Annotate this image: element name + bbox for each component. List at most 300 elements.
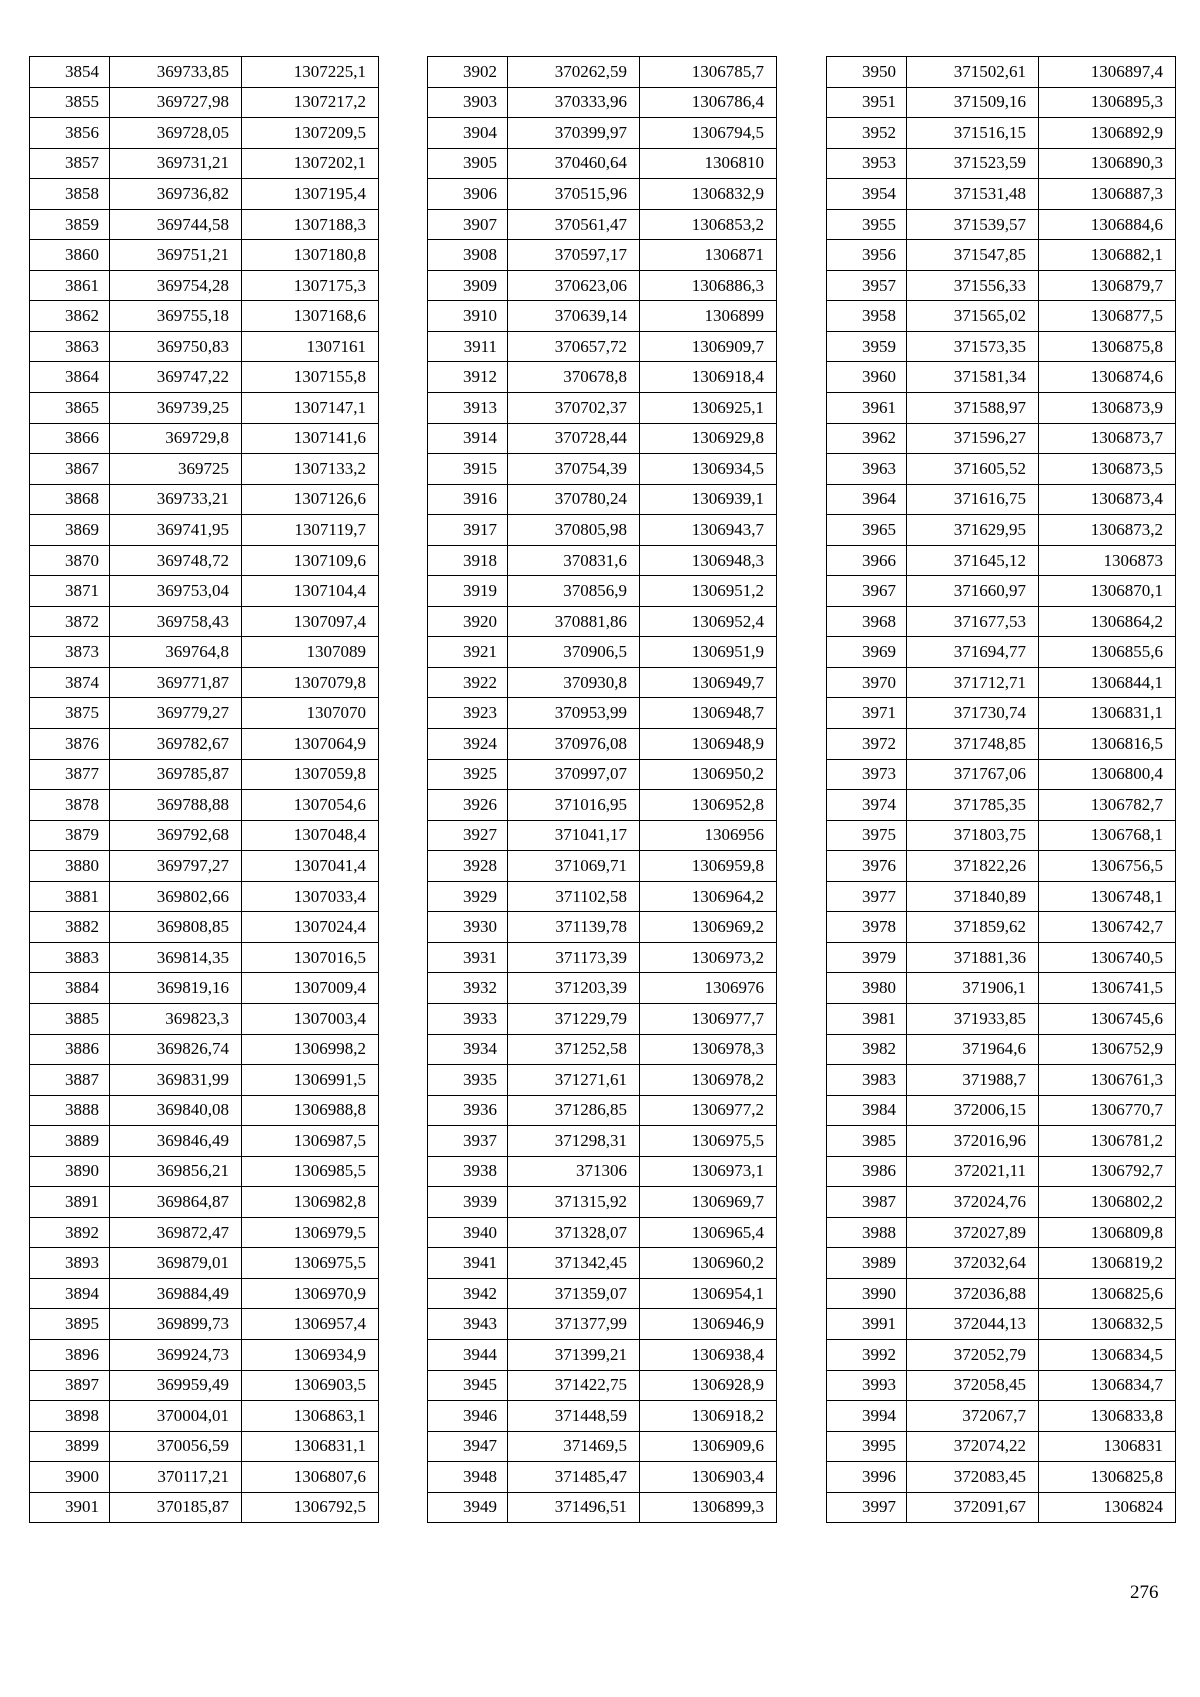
y-coordinate-cell: 1307180,8 — [242, 240, 379, 271]
x-coordinate-cell: 371748,85 — [907, 729, 1039, 760]
y-coordinate-cell: 1306873,2 — [1039, 515, 1176, 546]
x-coordinate-cell: 369924,73 — [110, 1339, 242, 1370]
table-row — [428, 148, 777, 179]
x-coordinate-cell: 369739,25 — [110, 393, 242, 424]
x-coordinate-cell: 369797,27 — [110, 851, 242, 882]
table-row — [428, 179, 777, 210]
x-coordinate-cell: 371139,78 — [508, 912, 640, 943]
x-coordinate-cell: 369750,83 — [110, 331, 242, 362]
table-row — [428, 790, 777, 821]
y-coordinate-cell: 1306951,9 — [640, 637, 777, 668]
y-coordinate-cell: 1307195,4 — [242, 179, 379, 210]
table-row — [30, 759, 379, 790]
x-coordinate-cell: 369831,99 — [110, 1065, 242, 1096]
table-row — [827, 881, 1176, 912]
y-coordinate-cell: 1306969,2 — [640, 912, 777, 943]
x-coordinate-cell: 370953,99 — [508, 698, 640, 729]
point-number-cell: 3868 — [30, 484, 110, 515]
table-row — [30, 1187, 379, 1218]
x-coordinate-cell: 370515,96 — [508, 179, 640, 210]
table-row — [30, 423, 379, 454]
y-coordinate-cell: 1306948,7 — [640, 698, 777, 729]
table-row — [428, 1034, 777, 1065]
coordinate-table-3 — [826, 56, 1176, 1523]
point-number-cell: 3949 — [428, 1492, 508, 1523]
table-row — [827, 515, 1176, 546]
point-number-cell: 3936 — [428, 1095, 508, 1126]
point-number-cell: 3859 — [30, 209, 110, 240]
point-number-cell: 3972 — [827, 729, 907, 760]
y-coordinate-cell: 1306831 — [1039, 1431, 1176, 1462]
point-number-cell: 3854 — [30, 57, 110, 88]
table-row — [30, 1156, 379, 1187]
y-coordinate-cell: 1306825,6 — [1039, 1278, 1176, 1309]
table-row — [827, 729, 1176, 760]
x-coordinate-cell: 369744,58 — [110, 209, 242, 240]
table-row — [428, 881, 777, 912]
point-number-cell: 3863 — [30, 331, 110, 362]
table-row — [428, 973, 777, 1004]
table-row — [30, 1492, 379, 1523]
x-coordinate-cell: 371629,95 — [907, 515, 1039, 546]
table-row — [428, 118, 777, 149]
point-number-cell: 3950 — [827, 57, 907, 88]
point-number-cell: 3959 — [827, 331, 907, 362]
point-number-cell: 3988 — [827, 1217, 907, 1248]
table-row — [827, 87, 1176, 118]
y-coordinate-cell: 1307009,4 — [242, 973, 379, 1004]
y-coordinate-cell: 1306844,1 — [1039, 667, 1176, 698]
point-number-cell: 3913 — [428, 393, 508, 424]
x-coordinate-cell: 371785,35 — [907, 790, 1039, 821]
point-number-cell: 3906 — [428, 179, 508, 210]
point-number-cell: 3885 — [30, 1003, 110, 1034]
table-row — [827, 1217, 1176, 1248]
table-row — [827, 209, 1176, 240]
table-row — [827, 576, 1176, 607]
table-row — [428, 1126, 777, 1157]
point-number-cell: 3969 — [827, 637, 907, 668]
x-coordinate-cell: 372052,79 — [907, 1339, 1039, 1370]
x-coordinate-cell: 372091,67 — [907, 1492, 1039, 1523]
point-number-cell: 3967 — [827, 576, 907, 607]
y-coordinate-cell: 1306952,4 — [640, 606, 777, 637]
x-coordinate-cell: 371399,21 — [508, 1339, 640, 1370]
y-coordinate-cell: 1306834,5 — [1039, 1339, 1176, 1370]
table-row — [827, 1065, 1176, 1096]
x-coordinate-cell: 370657,72 — [508, 331, 640, 362]
point-number-cell: 3894 — [30, 1278, 110, 1309]
y-coordinate-cell: 1306832,5 — [1039, 1309, 1176, 1340]
point-number-cell: 3871 — [30, 576, 110, 607]
y-coordinate-cell: 1307161 — [242, 331, 379, 362]
y-coordinate-cell: 1306903,5 — [242, 1370, 379, 1401]
y-coordinate-cell: 1306873,4 — [1039, 484, 1176, 515]
y-coordinate-cell: 1306792,5 — [242, 1492, 379, 1523]
point-number-cell: 3956 — [827, 240, 907, 271]
y-coordinate-cell: 1307070 — [242, 698, 379, 729]
table-row — [30, 148, 379, 179]
x-coordinate-cell: 372032,64 — [907, 1248, 1039, 1279]
x-coordinate-cell: 369792,68 — [110, 820, 242, 851]
x-coordinate-cell: 371660,97 — [907, 576, 1039, 607]
table-row — [30, 1065, 379, 1096]
x-coordinate-cell: 371271,61 — [508, 1065, 640, 1096]
table-row — [428, 301, 777, 332]
point-number-cell: 3893 — [30, 1248, 110, 1279]
point-number-cell: 3925 — [428, 759, 508, 790]
x-coordinate-cell: 370262,59 — [508, 57, 640, 88]
point-number-cell: 3875 — [30, 698, 110, 729]
table-row — [30, 393, 379, 424]
y-coordinate-cell: 1306892,9 — [1039, 118, 1176, 149]
x-coordinate-cell: 371596,27 — [907, 423, 1039, 454]
table-row — [827, 545, 1176, 576]
point-number-cell: 3923 — [428, 698, 508, 729]
y-coordinate-cell: 1306761,3 — [1039, 1065, 1176, 1096]
y-coordinate-cell: 1306939,1 — [640, 484, 777, 515]
y-coordinate-cell: 1306781,2 — [1039, 1126, 1176, 1157]
x-coordinate-cell: 371173,39 — [508, 942, 640, 973]
x-coordinate-cell: 369864,87 — [110, 1187, 242, 1218]
y-coordinate-cell: 1307209,5 — [242, 118, 379, 149]
x-coordinate-cell: 369814,35 — [110, 942, 242, 973]
point-number-cell: 3997 — [827, 1492, 907, 1523]
point-number-cell: 3968 — [827, 606, 907, 637]
y-coordinate-cell: 1306952,8 — [640, 790, 777, 821]
table-row — [428, 942, 777, 973]
x-coordinate-cell: 371485,47 — [508, 1462, 640, 1493]
point-number-cell: 3955 — [827, 209, 907, 240]
x-coordinate-cell: 371469,5 — [508, 1431, 640, 1462]
point-number-cell: 3858 — [30, 179, 110, 210]
y-coordinate-cell: 1306975,5 — [640, 1126, 777, 1157]
x-coordinate-cell: 371516,15 — [907, 118, 1039, 149]
y-coordinate-cell: 1306816,5 — [1039, 729, 1176, 760]
table-row — [30, 667, 379, 698]
table-row — [428, 240, 777, 271]
table-row — [30, 545, 379, 576]
x-coordinate-cell: 369856,21 — [110, 1156, 242, 1187]
table-row — [30, 1339, 379, 1370]
y-coordinate-cell: 1306978,3 — [640, 1034, 777, 1065]
point-number-cell: 3934 — [428, 1034, 508, 1065]
y-coordinate-cell: 1306853,2 — [640, 209, 777, 240]
y-coordinate-cell: 1306873,7 — [1039, 423, 1176, 454]
y-coordinate-cell: 1306770,7 — [1039, 1095, 1176, 1126]
y-coordinate-cell: 1306970,9 — [242, 1278, 379, 1309]
x-coordinate-cell: 369755,18 — [110, 301, 242, 332]
point-number-cell: 3983 — [827, 1065, 907, 1096]
point-number-cell: 3890 — [30, 1156, 110, 1187]
y-coordinate-cell: 1306882,1 — [1039, 240, 1176, 271]
point-number-cell: 3912 — [428, 362, 508, 393]
x-coordinate-cell: 372074,22 — [907, 1431, 1039, 1462]
y-coordinate-cell: 1307155,8 — [242, 362, 379, 393]
x-coordinate-cell: 371645,12 — [907, 545, 1039, 576]
point-number-cell: 3992 — [827, 1339, 907, 1370]
y-coordinate-cell: 1307202,1 — [242, 148, 379, 179]
point-number-cell: 3995 — [827, 1431, 907, 1462]
x-coordinate-cell: 370976,08 — [508, 729, 640, 760]
point-number-cell: 3978 — [827, 912, 907, 943]
y-coordinate-cell: 1307079,8 — [242, 667, 379, 698]
point-number-cell: 3886 — [30, 1034, 110, 1065]
y-coordinate-cell: 1306834,7 — [1039, 1370, 1176, 1401]
y-coordinate-cell: 1306879,7 — [1039, 270, 1176, 301]
table-row — [30, 484, 379, 515]
x-coordinate-cell: 371677,53 — [907, 606, 1039, 637]
table-row — [30, 1034, 379, 1065]
point-number-cell: 3891 — [30, 1187, 110, 1218]
table-row — [30, 1278, 379, 1309]
point-number-cell: 3924 — [428, 729, 508, 760]
x-coordinate-cell: 372044,13 — [907, 1309, 1039, 1340]
x-coordinate-cell: 369733,85 — [110, 57, 242, 88]
table-row — [428, 820, 777, 851]
x-coordinate-cell: 370185,87 — [110, 1492, 242, 1523]
point-number-cell: 3881 — [30, 881, 110, 912]
y-coordinate-cell: 1306973,1 — [640, 1156, 777, 1187]
table-row — [30, 606, 379, 637]
table-row — [827, 484, 1176, 515]
point-number-cell: 3943 — [428, 1309, 508, 1340]
y-coordinate-cell: 1306950,2 — [640, 759, 777, 790]
point-number-cell: 3981 — [827, 1003, 907, 1034]
table-row — [827, 637, 1176, 668]
point-number-cell: 3920 — [428, 606, 508, 637]
x-coordinate-cell: 370780,24 — [508, 484, 640, 515]
x-coordinate-cell: 371730,74 — [907, 698, 1039, 729]
y-coordinate-cell: 1307059,8 — [242, 759, 379, 790]
y-coordinate-cell: 1306870,1 — [1039, 576, 1176, 607]
point-number-cell: 3879 — [30, 820, 110, 851]
table-row — [30, 270, 379, 301]
y-coordinate-cell: 1306884,6 — [1039, 209, 1176, 240]
point-number-cell: 3916 — [428, 484, 508, 515]
x-coordinate-cell: 371203,39 — [508, 973, 640, 1004]
table-row — [30, 820, 379, 851]
point-number-cell: 3860 — [30, 240, 110, 271]
table-row — [428, 1187, 777, 1218]
y-coordinate-cell: 1307109,6 — [242, 545, 379, 576]
y-coordinate-cell: 1306873,5 — [1039, 454, 1176, 485]
point-number-cell: 3889 — [30, 1126, 110, 1157]
point-number-cell: 3974 — [827, 790, 907, 821]
table-row — [30, 1003, 379, 1034]
x-coordinate-cell: 371328,07 — [508, 1217, 640, 1248]
point-number-cell: 3980 — [827, 973, 907, 1004]
x-coordinate-cell: 371588,97 — [907, 393, 1039, 424]
x-coordinate-cell: 371252,58 — [508, 1034, 640, 1065]
y-coordinate-cell: 1306969,7 — [640, 1187, 777, 1218]
point-number-cell: 3921 — [428, 637, 508, 668]
table-row — [827, 1431, 1176, 1462]
x-coordinate-cell: 372058,45 — [907, 1370, 1039, 1401]
table-row — [827, 912, 1176, 943]
x-coordinate-cell: 370997,07 — [508, 759, 640, 790]
y-coordinate-cell: 1306855,6 — [1039, 637, 1176, 668]
x-coordinate-cell: 369846,49 — [110, 1126, 242, 1157]
table-row — [428, 393, 777, 424]
y-coordinate-cell: 1306918,2 — [640, 1401, 777, 1432]
x-coordinate-cell: 371581,34 — [907, 362, 1039, 393]
table-row — [30, 1401, 379, 1432]
point-number-cell: 3880 — [30, 851, 110, 882]
x-coordinate-cell: 370623,06 — [508, 270, 640, 301]
point-number-cell: 3939 — [428, 1187, 508, 1218]
point-number-cell: 3876 — [30, 729, 110, 760]
table-row — [827, 973, 1176, 1004]
table-row — [428, 606, 777, 637]
x-coordinate-cell: 369751,21 — [110, 240, 242, 271]
x-coordinate-cell: 369872,47 — [110, 1217, 242, 1248]
table-row — [30, 1370, 379, 1401]
x-coordinate-cell: 371286,85 — [508, 1095, 640, 1126]
point-number-cell: 3866 — [30, 423, 110, 454]
point-number-cell: 3895 — [30, 1309, 110, 1340]
x-coordinate-cell: 372027,89 — [907, 1217, 1039, 1248]
table-row — [30, 1248, 379, 1279]
x-coordinate-cell: 369731,21 — [110, 148, 242, 179]
table-row — [30, 57, 379, 88]
table-row — [428, 576, 777, 607]
y-coordinate-cell: 1306951,2 — [640, 576, 777, 607]
y-coordinate-cell: 1307119,7 — [242, 515, 379, 546]
y-coordinate-cell: 1307089 — [242, 637, 379, 668]
x-coordinate-cell: 369758,43 — [110, 606, 242, 637]
point-number-cell: 3938 — [428, 1156, 508, 1187]
x-coordinate-cell: 369747,22 — [110, 362, 242, 393]
x-coordinate-cell: 370805,98 — [508, 515, 640, 546]
table-row — [827, 179, 1176, 210]
x-coordinate-cell: 371531,48 — [907, 179, 1039, 210]
x-coordinate-cell: 369840,08 — [110, 1095, 242, 1126]
point-number-cell: 3865 — [30, 393, 110, 424]
coordinate-table-1 — [29, 56, 379, 1523]
table-row — [428, 1492, 777, 1523]
y-coordinate-cell: 1306988,8 — [242, 1095, 379, 1126]
y-coordinate-cell: 1306978,2 — [640, 1065, 777, 1096]
table-row — [428, 1370, 777, 1401]
point-number-cell: 3994 — [827, 1401, 907, 1432]
point-number-cell: 3996 — [827, 1462, 907, 1493]
table-row — [428, 1401, 777, 1432]
point-number-cell: 3915 — [428, 454, 508, 485]
point-number-cell: 3862 — [30, 301, 110, 332]
point-number-cell: 3927 — [428, 820, 508, 851]
x-coordinate-cell: 371964,6 — [907, 1034, 1039, 1065]
y-coordinate-cell: 1306976 — [640, 973, 777, 1004]
y-coordinate-cell: 1306752,9 — [1039, 1034, 1176, 1065]
x-coordinate-cell: 369725 — [110, 454, 242, 485]
y-coordinate-cell: 1306824 — [1039, 1492, 1176, 1523]
table-row — [428, 1065, 777, 1096]
table-row — [428, 667, 777, 698]
point-number-cell: 3864 — [30, 362, 110, 393]
table-row — [827, 301, 1176, 332]
point-number-cell: 3937 — [428, 1126, 508, 1157]
x-coordinate-cell: 371616,75 — [907, 484, 1039, 515]
point-number-cell: 3919 — [428, 576, 508, 607]
table-row — [428, 331, 777, 362]
y-coordinate-cell: 1307054,6 — [242, 790, 379, 821]
y-coordinate-cell: 1306794,5 — [640, 118, 777, 149]
table-row — [827, 118, 1176, 149]
y-coordinate-cell: 1307003,4 — [242, 1003, 379, 1034]
y-coordinate-cell: 1307141,6 — [242, 423, 379, 454]
y-coordinate-cell: 1307041,4 — [242, 851, 379, 882]
x-coordinate-cell: 371315,92 — [508, 1187, 640, 1218]
x-coordinate-cell: 371712,71 — [907, 667, 1039, 698]
x-coordinate-cell: 369733,21 — [110, 484, 242, 515]
table-row — [428, 270, 777, 301]
y-coordinate-cell: 1306800,4 — [1039, 759, 1176, 790]
table-row — [827, 820, 1176, 851]
table-row — [428, 1248, 777, 1279]
table-row — [827, 1248, 1176, 1279]
y-coordinate-cell: 1306875,8 — [1039, 331, 1176, 362]
x-coordinate-cell: 371502,61 — [907, 57, 1039, 88]
y-coordinate-cell: 1307225,1 — [242, 57, 379, 88]
table-row — [827, 942, 1176, 973]
point-number-cell: 3942 — [428, 1278, 508, 1309]
x-coordinate-cell: 369802,66 — [110, 881, 242, 912]
table-row — [827, 1126, 1176, 1157]
y-coordinate-cell: 1307126,6 — [242, 484, 379, 515]
table-row — [30, 240, 379, 271]
x-coordinate-cell: 372021,11 — [907, 1156, 1039, 1187]
x-coordinate-cell: 371840,89 — [907, 881, 1039, 912]
y-coordinate-cell: 1306956 — [640, 820, 777, 851]
table-row — [827, 454, 1176, 485]
table-row — [428, 1217, 777, 1248]
table-row — [30, 515, 379, 546]
y-coordinate-cell: 1306946,9 — [640, 1309, 777, 1340]
point-number-cell: 3908 — [428, 240, 508, 271]
table-row — [428, 423, 777, 454]
point-number-cell: 3964 — [827, 484, 907, 515]
x-coordinate-cell: 369884,49 — [110, 1278, 242, 1309]
x-coordinate-cell: 370117,21 — [110, 1462, 242, 1493]
y-coordinate-cell: 1307033,4 — [242, 881, 379, 912]
table-row — [30, 912, 379, 943]
x-coordinate-cell: 369729,8 — [110, 423, 242, 454]
table-row — [827, 362, 1176, 393]
point-number-cell: 3887 — [30, 1065, 110, 1096]
x-coordinate-cell: 369728,05 — [110, 118, 242, 149]
y-coordinate-cell: 1306991,5 — [242, 1065, 379, 1096]
point-number-cell: 3857 — [30, 148, 110, 179]
y-coordinate-cell: 1306832,9 — [640, 179, 777, 210]
table-row — [827, 148, 1176, 179]
table-row — [30, 301, 379, 332]
table-row — [30, 454, 379, 485]
table-row — [30, 881, 379, 912]
y-coordinate-cell: 1306792,7 — [1039, 1156, 1176, 1187]
x-coordinate-cell: 371556,33 — [907, 270, 1039, 301]
x-coordinate-cell: 371016,95 — [508, 790, 640, 821]
table-row — [428, 698, 777, 729]
x-coordinate-cell: 369753,04 — [110, 576, 242, 607]
point-number-cell: 3945 — [428, 1370, 508, 1401]
point-number-cell: 3991 — [827, 1309, 907, 1340]
y-coordinate-cell: 1307097,4 — [242, 606, 379, 637]
table-row — [827, 790, 1176, 821]
x-coordinate-cell: 371523,59 — [907, 148, 1039, 179]
table-row — [428, 1309, 777, 1340]
table-row — [30, 1462, 379, 1493]
